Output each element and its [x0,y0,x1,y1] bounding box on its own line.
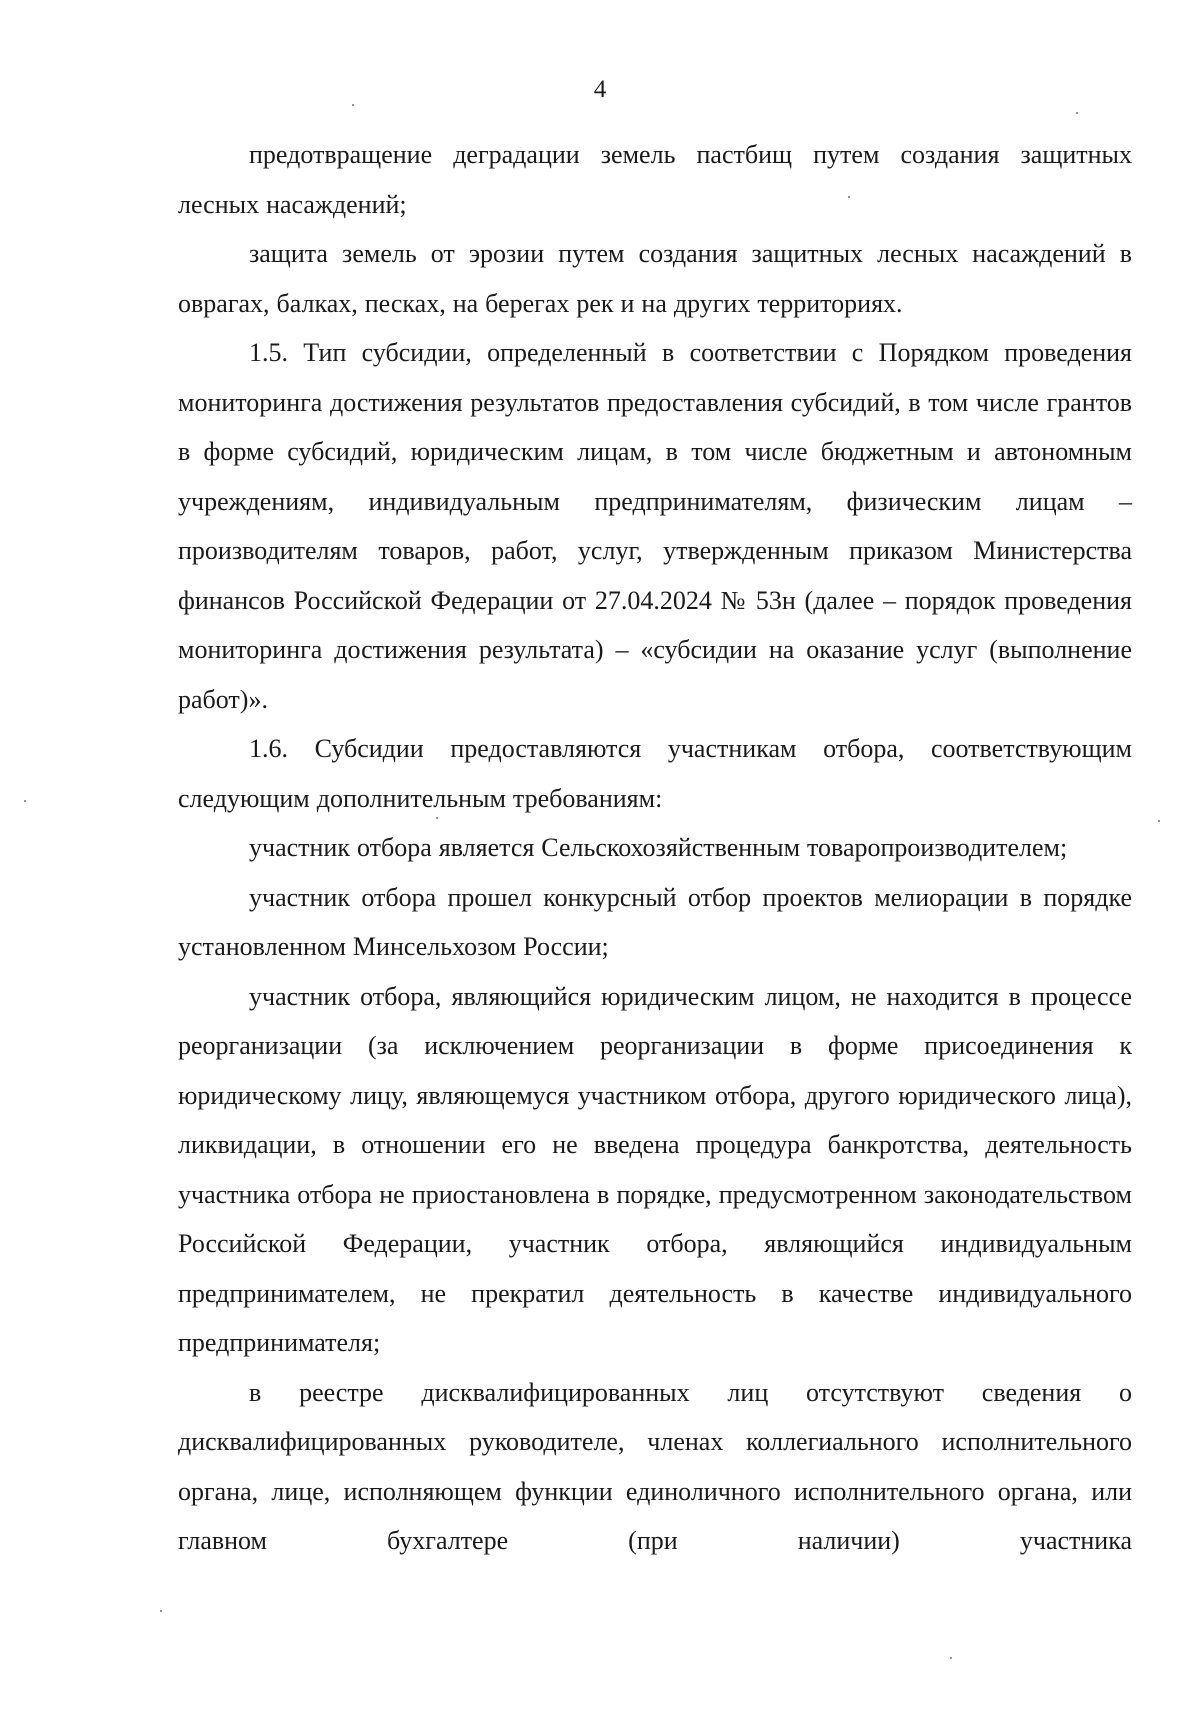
paragraph-erosion-protection: защита земель от эрозии путем создания защитных лесных насаждений в оврагах, балках, песках, на берегах рек и на других территориях. [178,239,1132,318]
paragraph-1-5-subsidy-type: 1.5. Тип субсидии, определенный в соответствии с Порядком проведения мониторинга достижения результатов предоставления субсидий, в том числе грантов в форме субсидий, юридическим лицам, в том числе бюджетным и автономным учреждениям, индивидуальным предпринимателям, физическим лицам – производителям товаров, работ, услуг, утвержденным приказом Министерства финансов Российской Федерации от 27.04.2024 № 53н (далее – порядок проведения мониторинга достижения результата) – «субсидии на оказание услуг (выполнение работ)». [178,338,1132,714]
scan-speck [848,196,850,198]
paragraph-1-6-requirements: 1.6. Субсидии предоставляются участникам отбора, соответствующим следующим дополнительным требованиям: [178,734,1132,813]
scan-speck [950,1657,952,1659]
paragraph-agricultural-producer: участник отбора является Сельскохозяйственным товаропроизводителем; [249,833,1068,862]
scan-speck [160,1610,162,1612]
document-body [178,130,1132,1566]
scan-speck [1158,820,1160,822]
scan-speck [436,817,438,819]
page-number: 4 [593,76,607,103]
paragraph-melioration-selection: участник отбора прошел конкурсный отбор проектов мелиорации в порядке установленном Минсельхозом России; [178,882,1132,961]
paragraph-pasture-protection: предотвращение деградации земель пастбищ путем создания защитных лесных насаждений; [178,140,1132,219]
scan-speck [352,104,354,106]
scan-speck [1076,112,1078,114]
paragraph-reorganization: участник отбора, являющийся юридическим лицом, не находится в процессе реорганизации (за исключением реорганизации в форме присоединения к юридическому лицу, являющемуся участником отбора, другого юридического лица), ликвидации, в отношении его не введена процедура банкротства, деятельность участника отбора не приостановлена в порядке, предусмотренном законодательством Российской Федерации, участник отбора, являющийся индивидуальным предпринимателем, не прекратил деятельность в качестве индивидуального предпринимателя; [178,981,1132,1357]
scan-speck [24,800,26,802]
paragraph-disqualified-persons: в реестре дисквалифицированных лиц отсутствуют сведения о дисквалифицированных руководителе, членах коллегиального исполнительного органа, лице, исполняющем функции единоличного исполнительного органа, или главном бухгалтере (при наличии) участника [178,1377,1132,1555]
